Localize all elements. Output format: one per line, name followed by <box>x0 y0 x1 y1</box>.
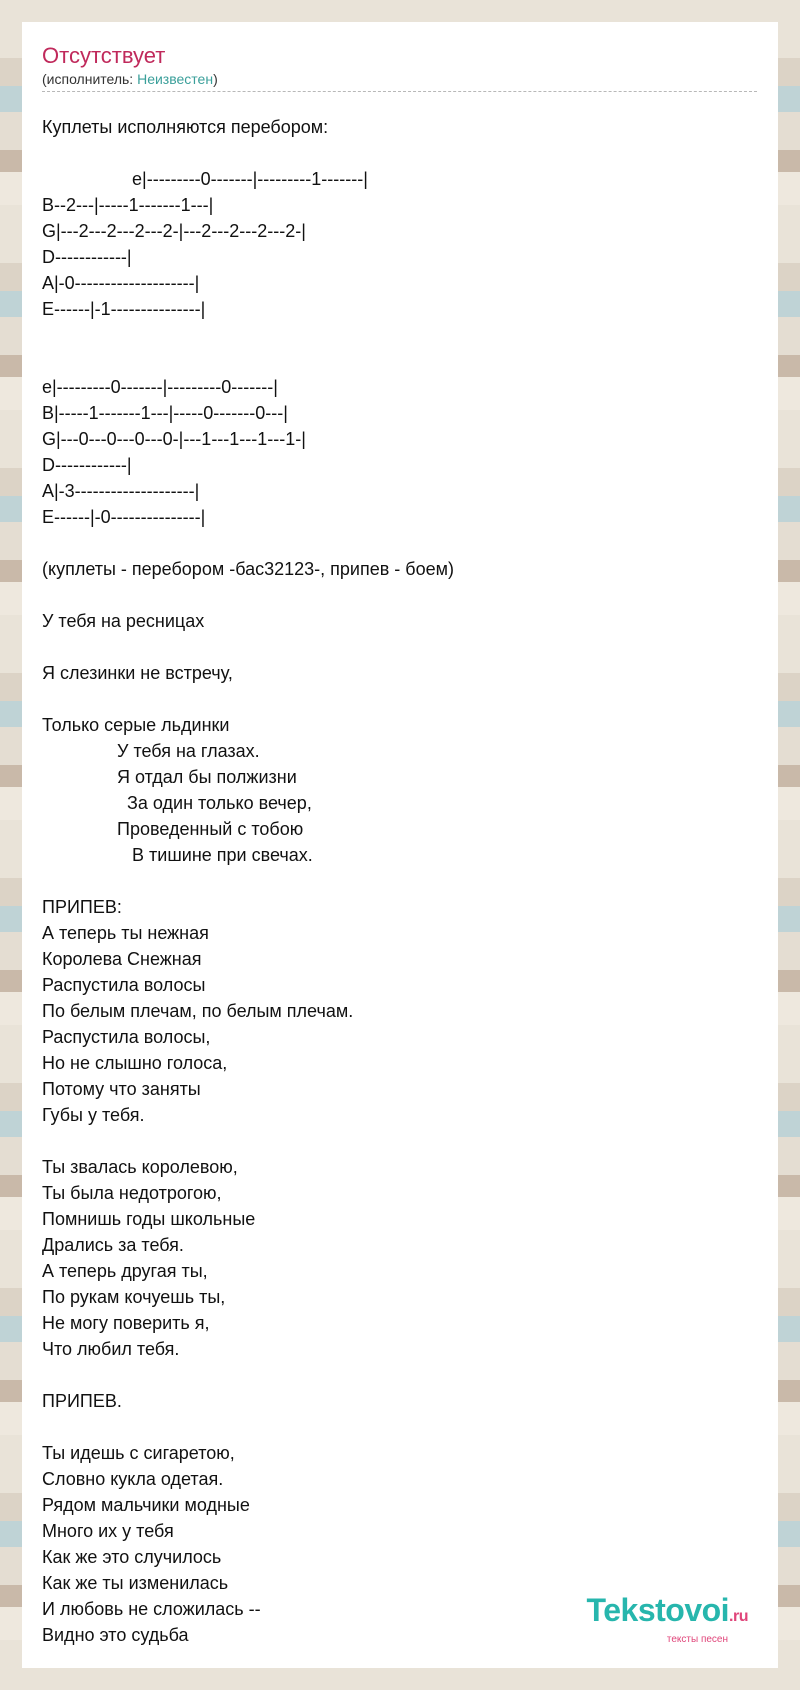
blank-line <box>42 530 757 556</box>
lyric-line: По белым плечам, по белым плечам. <box>42 1001 354 1021</box>
lyric-line: D------------| <box>42 455 132 475</box>
logo-main-text: Tekstovoi <box>586 1592 730 1628</box>
artist-suffix: ) <box>213 71 218 87</box>
logo-tagline: тексты песен <box>666 1634 728 1645</box>
lyric-line: Куплеты исполняются перебором: <box>42 117 329 137</box>
lyric-line: E------|-1---------------| <box>42 299 206 319</box>
logo-suffix: .ru <box>729 1608 748 1625</box>
blank-line <box>42 1414 757 1440</box>
lyric-line: Ты была недотрогою, <box>42 1183 222 1203</box>
lyric-line: У тебя на глазах. <box>42 741 260 761</box>
artist-prefix: (исполнитель: <box>42 71 138 87</box>
lyric-line: Много их у тебя <box>42 1521 174 1541</box>
lyric-line: Распустила волосы, <box>42 1027 211 1047</box>
lyric-line: B--2---|-----1-------1---| <box>42 195 214 215</box>
lyric-line: Ты звалась королевою, <box>42 1157 238 1177</box>
lyric-line: (куплеты - перебором -бас32123-, припев - боем) <box>42 559 454 579</box>
lyric-line: G|---0---0---0---0-|---1---1---1---1-| <box>42 429 306 449</box>
lyric-line: G|---2---2---2---2-|---2---2---2---2-| <box>42 221 306 241</box>
lyric-line: Распустила волосы <box>42 975 206 995</box>
artist-link[interactable]: Неизвестен <box>137 71 214 87</box>
lyric-line: Губы у тебя. <box>42 1105 145 1125</box>
blank-line <box>42 322 757 348</box>
lyric-line: Я отдал бы полжизни <box>42 767 297 787</box>
lyric-line: Не могу поверить я, <box>42 1313 210 1333</box>
lyric-line: Рядом мальчики модные <box>42 1495 250 1515</box>
song-title: Отсутствует <box>42 43 166 68</box>
blank-line <box>42 634 757 660</box>
lyric-line: Как же это случилось <box>42 1547 222 1567</box>
lyric-line: e|---------0-------|---------0-------| <box>42 377 278 397</box>
lyric-line: Как же ты изменилась <box>42 1573 229 1593</box>
blank-line <box>42 582 757 608</box>
lyric-line: D------------| <box>42 247 132 267</box>
lyric-line: В тишине при свечах. <box>42 845 313 865</box>
lyric-line: Проведенный с тобою <box>42 819 304 839</box>
lyric-line: A|-0--------------------| <box>42 273 200 293</box>
lyric-line: За один только вечер, <box>42 793 312 813</box>
blank-line <box>42 1362 757 1388</box>
lyric-line: Потому что заняты <box>42 1079 201 1099</box>
lyric-line: И любовь не сложилась -- <box>42 1599 261 1619</box>
lyric-line: ПРИПЕВ: <box>42 897 122 917</box>
lyric-line: A|-3--------------------| <box>42 481 200 501</box>
lyric-line: Помнишь годы школьные <box>42 1209 256 1229</box>
lyric-line: B|-----1-------1---|-----0-------0---| <box>42 403 288 423</box>
lyric-line: А теперь другая ты, <box>42 1261 208 1281</box>
blank-line <box>42 140 757 166</box>
logo-wordmark <box>587 1594 748 1633</box>
lyric-line: e|---------0-------|---------1-------| <box>42 169 368 189</box>
lyrics-body <box>42 114 757 1648</box>
lyric-line: Дрались за тебя. <box>42 1235 184 1255</box>
content-card <box>22 22 778 1668</box>
lyric-line: ПРИПЕВ. <box>42 1391 122 1411</box>
lyric-line: Что любил тебя. <box>42 1339 180 1359</box>
site-logo[interactable] <box>587 1594 748 1646</box>
blank-line <box>42 868 757 894</box>
lyric-line: А теперь ты нежная <box>42 923 209 943</box>
blank-line <box>42 686 757 712</box>
lyric-line: Словно кукла одетая. <box>42 1469 224 1489</box>
lyric-line: Ты идешь с сигаретою, <box>42 1443 235 1463</box>
lyric-line: Видно это судьба <box>42 1625 189 1645</box>
blank-line <box>42 348 757 374</box>
lyric-line: Я слезинки не встречу, <box>42 663 233 683</box>
lyric-line: Но не слышно голоса, <box>42 1053 228 1073</box>
song-header <box>42 42 757 92</box>
blank-line <box>42 1128 757 1154</box>
lyric-line: Королева Снежная <box>42 949 202 969</box>
lyric-line: У тебя на ресницах <box>42 611 205 631</box>
lyric-line: Только серые льдинки <box>42 715 230 735</box>
lyric-line: По рукам кочуешь ты, <box>42 1287 226 1307</box>
artist-line <box>42 70 757 88</box>
lyric-line: E------|-0---------------| <box>42 507 206 527</box>
